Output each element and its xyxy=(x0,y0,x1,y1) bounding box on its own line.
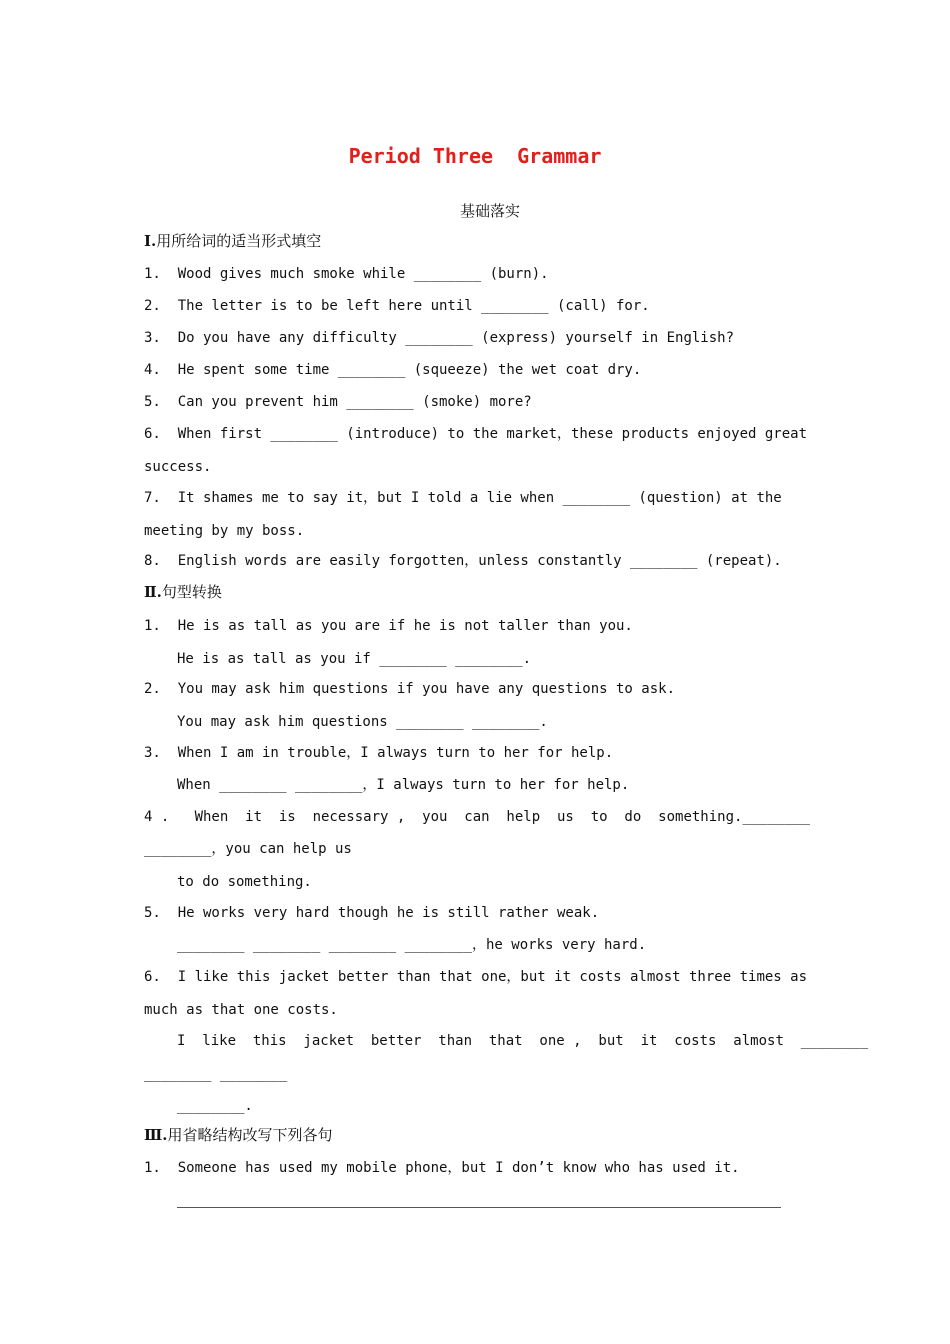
exercise-line: to do something. xyxy=(177,874,312,890)
answer-rule xyxy=(177,1207,781,1208)
exercise-line: 6. When first ________ (introduce) to the market，these products enjoyed great xyxy=(144,426,808,442)
exercise-line: 4 . When it is necessary , you can help us to do something.________ xyxy=(144,809,810,825)
exercise-line: 3. Do you have any difficulty ________ (express) yourself in English? xyxy=(144,330,735,346)
exercise-line: 2. You may ask him questions if you have any questions to ask. xyxy=(144,681,676,697)
exercise-line: 2. The letter is to be left here until ________ (call) for. xyxy=(144,298,650,314)
section-heading-2: Ⅱ.句型转换 xyxy=(144,583,222,601)
exercise-line: 4. He spent some time ________ (squeeze) the wet coat dry. xyxy=(144,362,642,378)
exercise-line: 1. He is as tall as you are if he is not taller than you. xyxy=(144,618,633,634)
exercise-line: 1. Someone has used my mobile phone，but I don’t know who has used it. xyxy=(144,1160,740,1176)
exercise-line: 6. I like this jacket better than that one，but it costs almost three times as xyxy=(144,969,808,985)
section-heading-3: Ⅲ.用省略结构改写下列各句 xyxy=(144,1126,333,1144)
exercise-line: 1. Wood gives much smoke while ________ (burn). xyxy=(144,266,549,282)
exercise-answer-line: I like this jacket better than that one , but it costs almost ________ xyxy=(177,1033,869,1049)
exercise-answer-line: ________ ________ xyxy=(144,1066,288,1082)
exercise-answer-line: When ________ ________，I always turn to her for help. xyxy=(177,777,630,793)
exercise-line: 5. He works very hard though he is still rather weak. xyxy=(144,905,600,921)
exercise-answer-line: ________ ________ ________ ________，he works very hard. xyxy=(177,937,647,953)
exercise-line: 8. English words are easily forgotten，unless constantly ________ (repeat). xyxy=(144,553,782,569)
exercise-line: much as that one costs. xyxy=(144,1002,338,1018)
exercise-line: ________，you can help us xyxy=(144,841,352,857)
section-heading-1: Ⅰ.用所给词的适当形式填空 xyxy=(144,232,322,250)
exercise-answer-line: He is as tall as you if ________ ________. xyxy=(177,651,532,667)
exercise-answer-line: You may ask him questions ________ ________. xyxy=(177,714,548,730)
exercise-line: 7. It shames me to say it，but I told a lie when ________ (question) at the xyxy=(144,490,782,506)
exercise-line: meeting by my boss. xyxy=(144,523,305,539)
exercise-answer-line: ________. xyxy=(177,1098,253,1114)
section-subtitle: 基础落实 xyxy=(459,202,520,220)
exercise-line: success. xyxy=(144,459,212,475)
page-title: Period Three Grammar xyxy=(348,144,602,168)
exercise-line: 5. Can you prevent him ________ (smoke) more? xyxy=(144,394,532,410)
exercise-line: 3. When I am in trouble，I always turn to her for help. xyxy=(144,745,614,761)
